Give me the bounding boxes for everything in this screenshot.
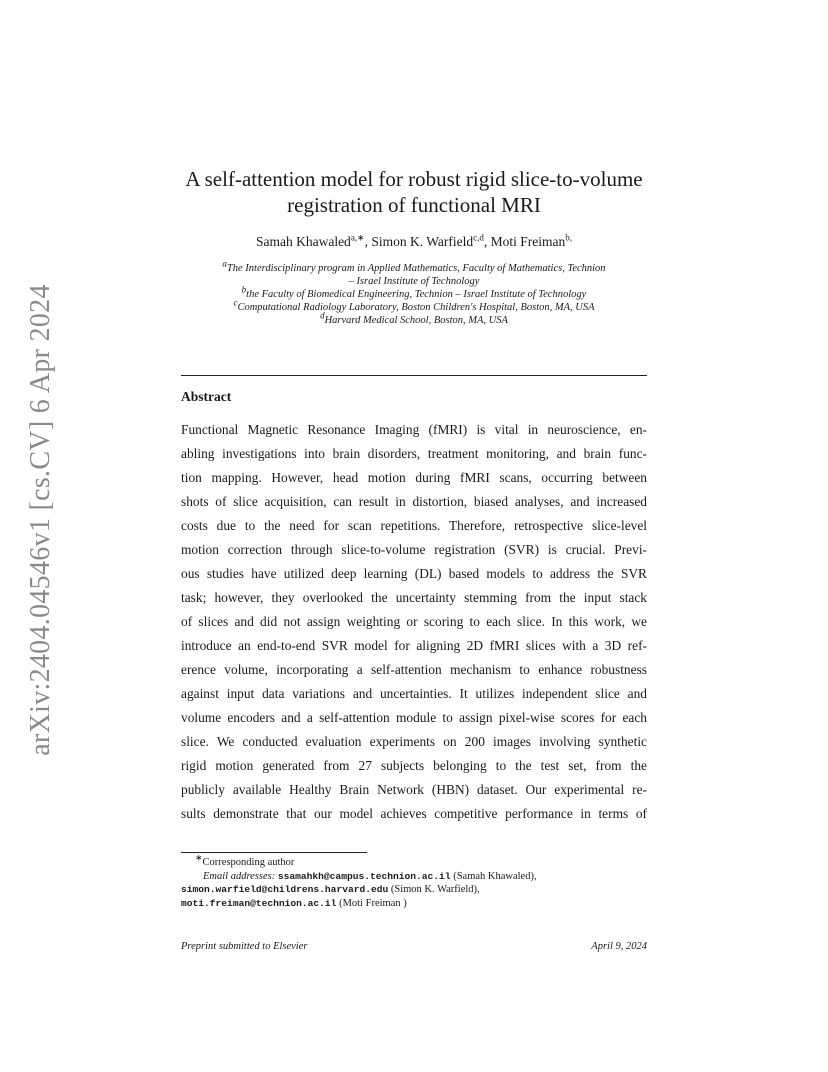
affiliation: $^d$Harvard Medical School, Boston, MA, USA [320,310,508,326]
abstract-line: introduce an end-to-end SVR model for aligning 2D fMRI slices with a 3D ref- [181,638,647,653]
abstract-line: volume encoders and a self-attention module to assign pixel-wise scores for each [181,710,647,725]
affiliation: $^a$The Interdisciplinary program in Applied Mathematics, Faculty of Mathematics, Technion [222,258,606,274]
author-name: Simon K. Warfield [371,234,474,249]
email-line: moti.freiman@technion.ac.il (Moti Freiman ) [181,897,407,909]
abstract-line: slice. We conducted evaluation experiments on 200 images involving synthetic [181,734,647,749]
abstract-line: of slices and did not assign weighting or scoring to each slice. In this work, we [181,614,647,629]
author-name: Samah Khawaled [255,234,351,249]
author-affiliation-mark: c,d [473,232,484,243]
abstract-body [181,418,647,826]
abstract-heading: Abstract [181,389,232,404]
corresponding-author-note: ∗Corresponding author [195,852,295,868]
preprint-note: Preprint submitted to Elsevier [181,941,308,952]
abstract-line: rigid motion generated from 27 subjects belonging to the test set, from the [181,758,647,773]
email-link[interactable]: ssamahkh@campus.technion.ac.il [277,870,451,882]
arxiv-identifier: arXiv:2404.04546v1 [cs.CV] 6 Apr 2024 [25,284,56,756]
title-line: registration of functional MRI [287,193,541,217]
footnote-divider [181,852,367,853]
title-line: A self-attention model for robust rigid slice-to-volume [185,167,643,191]
email-link[interactable]: simon.warfield@childrens.harvard.edu [181,884,389,895]
abstract-line: publicly available Healthy Brain Network (HBN) dataset. Our experimental re- [181,782,647,797]
abstract-line: erence volume, incorporating a self-attention mechanism to enhance robustness [181,662,647,677]
affiliation-list [150,258,678,327]
abstract-line: tion mapping. However, head motion during fMRI scans, occurring between [181,470,647,485]
footnotes [181,852,537,910]
author-list: Samah Khawaled$^{a,∗}$, Simon K. Warfield$^{c,d}$, Moti Freiman$^{b,}$ [255,232,573,249]
email-line: simon.warfield@childrens.harvard.edu (Simon K. Warfield), [181,884,480,895]
author-affiliation-mark: a,∗ [350,232,365,243]
abstract-line: shots of slice acquisition, can result in distortion, biased analyses, and increased [181,494,647,509]
arxiv-watermark [16,285,66,755]
author-name: Moti Freiman [490,234,566,249]
affiliation: – Israel Institute of Technology [348,276,480,287]
paper-title [150,166,678,218]
email-line: Email addresses: ssamahkh@campus.technion.ac.il (Samah Khawaled), [203,870,537,882]
affiliation: $^b$the Faculty of Biomedical Engineering, Technion – Israel Institute of Technology [241,284,587,300]
abstract-line: motion correction through slice-to-volume registration (SVR) is crucial. Previ- [181,542,647,557]
abstract-line: task; however, they overlooked the uncertainty stemming from the input stack [181,590,647,605]
abstract-line: Functional Magnetic Resonance Imaging (fMRI) is vital in neuroscience, en- [181,422,647,437]
abstract-line: against input data variations and uncertainties. It utilizes independent slice and [181,686,647,701]
abstract-line: sults demonstrate that our model achieves competitive performance in terms of [181,806,647,821]
footer-date: April 9, 2024 [591,941,647,952]
email-label: Email addresses: [203,870,276,882]
section-divider [181,375,647,376]
affiliation: $^c$Computational Radiology Laboratory, Boston Children's Hospital, Boston, MA, USA [233,297,595,313]
abstract-line: abling investigations into brain disorders, treatment monitoring, and brain func- [181,446,647,461]
author-affiliation-mark: b, [565,232,573,243]
abstract-line: ous studies have utilized deep learning (DL) based models to address the SVR [181,566,647,581]
abstract-line: costs due to the need for scan repetitions. Therefore, retrospective slice-level [181,518,647,533]
email-link[interactable]: moti.freiman@technion.ac.il [181,897,337,909]
